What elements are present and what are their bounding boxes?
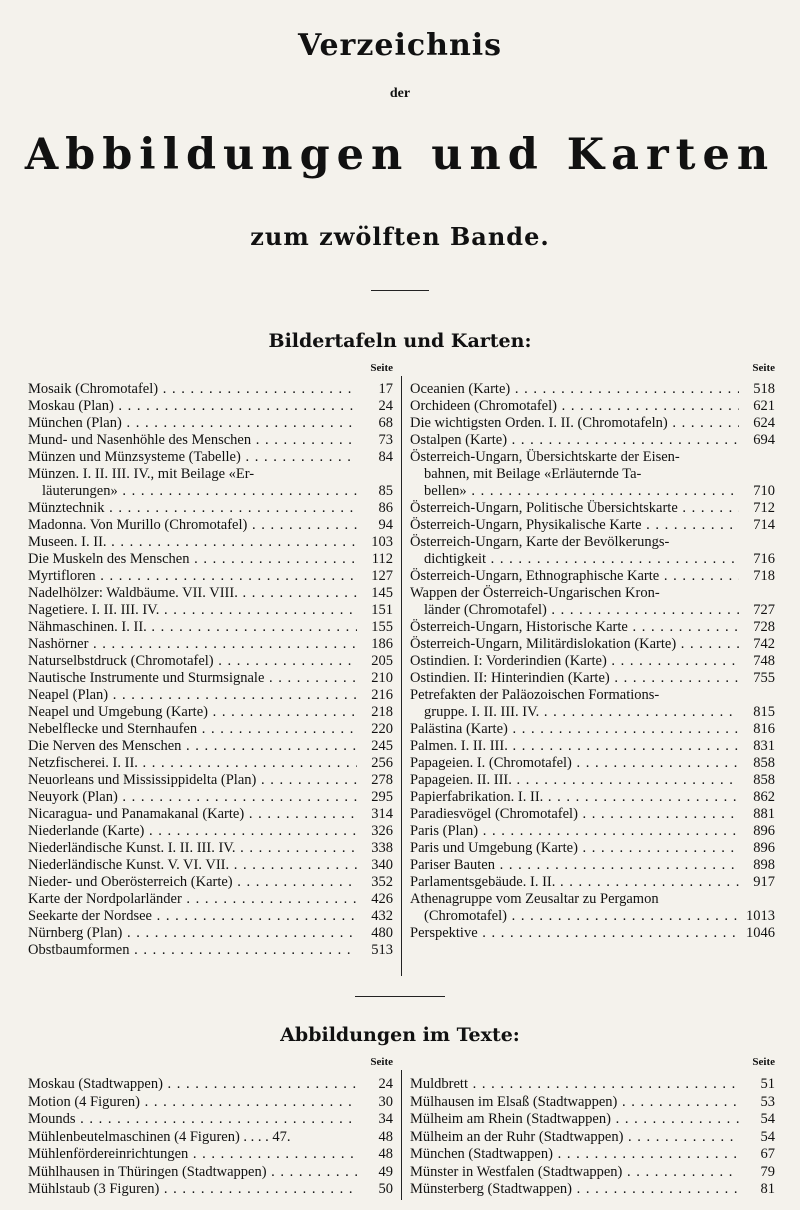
entry-page-number: 245 — [371, 738, 393, 754]
divider-rule-top — [371, 290, 429, 291]
index-entry — [28, 568, 393, 585]
entry-page-number: 17 — [378, 381, 393, 397]
entry-title: Nebelflecke und Sternhaufen . . . — [28, 721, 357, 738]
entry-title: Seekarte der Nordsee . . . — [28, 908, 357, 925]
index-entry — [28, 585, 393, 602]
index-entry — [410, 823, 775, 840]
entry-page-number: 694 — [753, 432, 775, 448]
index-entry — [410, 806, 775, 823]
entry-page-number: 218 — [371, 704, 393, 720]
entry-title: Münster in Westfalen (Stadtwappen) . . . — [410, 1164, 739, 1181]
index-entry — [28, 874, 393, 891]
index-entry — [28, 483, 393, 500]
index-entry — [28, 1129, 393, 1146]
entry-page-number: 67 — [760, 1146, 775, 1162]
index-entry — [28, 500, 393, 517]
entry-page-number: 426 — [371, 891, 393, 907]
index-entry — [410, 721, 775, 738]
entry-title: München (Stadtwappen) . . . — [410, 1146, 739, 1163]
index-entry — [28, 721, 393, 738]
index-entry — [410, 551, 775, 568]
entry-page-number: 480 — [371, 925, 393, 941]
entry-title: Mühlenbeutelmaschinen (4 Figuren) . . . . 47. — [28, 1128, 291, 1145]
entry-page-number: 50 — [378, 1181, 393, 1197]
entry-title: Mühlenfördereinrichtungen . . . — [28, 1146, 357, 1163]
entry-title: Petrefakten der Paläozoischen Formations- — [410, 687, 660, 703]
entry-title: Die Muskeln des Menschen . . . — [28, 551, 357, 568]
seite-label: Seite — [370, 1056, 393, 1068]
entry-page-number: 621 — [753, 398, 775, 414]
entry-title: Münsterberg (Stadtwappen) . . . — [410, 1181, 739, 1198]
entry-title: Münzen. I. II. III. IV., mit Beilage «Er- — [28, 466, 255, 482]
index-entry — [410, 432, 775, 449]
entry-title: Österreich-Ungarn, Historische Karte . . . — [410, 619, 739, 636]
index-entry — [28, 704, 393, 721]
entry-page-number: 205 — [371, 653, 393, 669]
entry-title: Athenagruppe vom Zeusaltar zu Pergamon — [410, 891, 659, 907]
index-entry — [410, 1164, 775, 1181]
section2-right-column — [410, 1054, 775, 1204]
index-entry — [28, 602, 393, 619]
index-entry — [28, 636, 393, 653]
entry-title: Ostindien. I: Vorderindien (Karte) . . . — [410, 653, 739, 670]
entry-title: Münztechnik . . . — [28, 500, 357, 517]
index-entry — [410, 687, 775, 704]
entry-page-number: 881 — [753, 806, 775, 822]
section-title-bildertafeln: Bildertafeln und Karten: — [268, 330, 532, 352]
section2-left-column — [28, 1054, 393, 1204]
entry-title: Palästina (Karte) . . . — [410, 721, 739, 738]
entry-page-number: 54 — [760, 1111, 775, 1127]
index-entry — [28, 517, 393, 534]
index-entry — [410, 755, 775, 772]
entry-page-number: 352 — [371, 874, 393, 890]
entry-page-number: 714 — [753, 517, 775, 533]
index-entry — [28, 908, 393, 925]
entry-page-number: 256 — [371, 755, 393, 771]
index-entry — [410, 449, 775, 466]
index-entry — [28, 738, 393, 755]
entry-title: Mülhausen im Elsaß (Stadtwappen) . . . — [410, 1094, 739, 1111]
index-entry — [410, 670, 775, 687]
index-entry — [28, 687, 393, 704]
entry-page-number: 624 — [753, 415, 775, 431]
index-entry — [410, 908, 775, 925]
index-entry — [28, 670, 393, 687]
page-title-main: Abbildungen und Karten — [24, 130, 776, 180]
entry-title: Papageien. II. III. . . . — [410, 772, 739, 789]
entry-title: Niederlande (Karte) . . . — [28, 823, 357, 840]
entry-page-number: 314 — [371, 806, 393, 822]
entry-title: Ostalpen (Karte) . . . — [410, 432, 739, 449]
entry-page-number: 30 — [378, 1093, 393, 1110]
entry-title: Neuyork (Plan) . . . — [28, 789, 357, 806]
entry-title: München (Plan) . . . — [28, 415, 357, 432]
entry-page-number: 858 — [753, 772, 775, 788]
entry-title: Muldbrett . . . — [410, 1076, 739, 1093]
entry-title: Nähmaschinen. I. II. . . . — [28, 619, 357, 636]
index-entry — [28, 466, 393, 483]
entry-title: Österreich-Ungarn, Physikalische Karte . . . — [410, 517, 739, 534]
entry-page-number: 79 — [760, 1163, 775, 1180]
entry-page-number: 831 — [753, 738, 775, 754]
entry-page-number: 34 — [378, 1111, 393, 1127]
entry-title: bahnen, mit Beilage «Erläuternde Ta- — [424, 466, 642, 482]
entry-title: bellen» . . . — [424, 483, 739, 500]
index-entry — [28, 398, 393, 415]
entry-page-number: 68 — [378, 415, 393, 431]
entry-page-number: 53 — [760, 1093, 775, 1110]
index-entry — [28, 857, 393, 874]
entry-title: Nagetiere. I. II. III. IV. . . . — [28, 602, 357, 619]
index-entry — [28, 1164, 393, 1181]
entry-page-number: 155 — [371, 619, 393, 635]
entry-page-number: 917 — [753, 874, 775, 890]
entry-title: Moskau (Plan) . . . — [28, 398, 357, 415]
entry-page-number: 518 — [753, 381, 775, 397]
index-entry — [410, 534, 775, 551]
index-entry — [410, 1146, 775, 1163]
entry-title: Mund- und Nasenhöhle des Menschen . . . — [28, 432, 357, 449]
entry-title: Nautische Instrumente und Sturmsignale . . . — [28, 670, 357, 687]
entry-title: Mülheim an der Ruhr (Stadtwappen) . . . — [410, 1129, 739, 1146]
index-entry — [410, 619, 775, 636]
index-entry — [410, 415, 775, 432]
entry-page-number: 295 — [371, 789, 393, 805]
entry-title: Madonna. Von Murillo (Chromotafel) . . . — [28, 517, 357, 534]
entry-page-number: 127 — [371, 568, 393, 584]
entry-title: Naturselbstdruck (Chromotafel) . . . — [28, 653, 357, 670]
entry-page-number: 326 — [371, 823, 393, 839]
entry-title: Papierfabrikation. I. II. . . . — [410, 789, 739, 806]
page-title-der: der — [389, 86, 411, 101]
entry-page-number: 54 — [760, 1128, 775, 1145]
entry-title: Die wichtigsten Orden. I. II. (Chromotafeln) . . . — [410, 415, 739, 432]
column-divider-section1 — [401, 376, 402, 976]
seite-label: Seite — [370, 362, 393, 374]
entry-title: Orchideen (Chromotafel) . . . — [410, 398, 739, 415]
entry-title: Pariser Bauten . . . — [410, 857, 739, 874]
entry-title: Österreich-Ungarn, Übersichtskarte der Eisen- — [410, 449, 680, 465]
entry-title: Palmen. I. II. III. . . . — [410, 738, 739, 755]
page-subtitle: zum zwölften Bande. — [250, 222, 550, 251]
entry-title: Österreich-Ungarn, Politische Übersichtskarte . . . — [410, 500, 739, 517]
entry-page-number: 432 — [371, 908, 393, 924]
index-entry — [28, 806, 393, 823]
entry-title: Paradiesvögel (Chromotafel) . . . — [410, 806, 739, 823]
index-entry — [410, 653, 775, 670]
entry-page-number: 742 — [753, 636, 775, 652]
index-entry — [410, 517, 775, 534]
entry-title: Mühlstaub (3 Figuren) . . . — [28, 1181, 357, 1198]
index-entry — [410, 891, 775, 908]
entry-title: Nicaragua- und Panamakanal (Karte) . . . — [28, 806, 357, 823]
index-entry — [410, 874, 775, 891]
entry-page-number: 112 — [371, 551, 393, 567]
column-divider-section2 — [401, 1070, 402, 1200]
index-entry — [410, 1129, 775, 1146]
index-entry — [410, 738, 775, 755]
entry-title: Perspektive . . . — [410, 925, 739, 942]
entry-title: länder (Chromotafel) . . . — [424, 602, 739, 619]
entry-page-number: 727 — [753, 602, 775, 618]
index-entry — [28, 789, 393, 806]
index-entry — [410, 500, 775, 517]
index-entry — [28, 1146, 393, 1163]
entry-page-number: 94 — [378, 517, 393, 533]
index-entry — [28, 925, 393, 942]
entry-page-number: 513 — [371, 942, 393, 958]
entry-title: Nashörner . . . — [28, 636, 357, 653]
entry-page-number: 84 — [378, 449, 393, 465]
entry-page-number: 51 — [760, 1076, 775, 1092]
entry-title: Myrtifloren . . . — [28, 568, 357, 585]
entry-title: Moskau (Stadtwappen) . . . — [28, 1076, 357, 1093]
entry-page-number: 748 — [753, 653, 775, 669]
index-entry — [410, 568, 775, 585]
entry-title: Parlamentsgebäude. I. II. . . . — [410, 874, 739, 891]
index-entry — [28, 755, 393, 772]
entry-title: Papageien. I. (Chromotafel) . . . — [410, 755, 739, 772]
entry-page-number: 898 — [753, 857, 775, 873]
entry-title: Niederländische Kunst. I. II. III. IV. . . . — [28, 840, 357, 857]
index-entry — [410, 1111, 775, 1128]
entry-page-number: 86 — [378, 500, 393, 516]
index-entry — [28, 653, 393, 670]
entry-page-number: 73 — [378, 432, 393, 448]
index-entry — [28, 619, 393, 636]
entry-page-number: 816 — [753, 721, 775, 737]
index-entry — [28, 1181, 393, 1198]
index-entry — [410, 466, 775, 483]
index-entry — [410, 483, 775, 500]
entry-page-number: 710 — [753, 483, 775, 499]
entry-page-number: 858 — [753, 755, 775, 771]
index-entry — [28, 551, 393, 568]
section1-left-column — [28, 360, 393, 980]
entry-title: dichtigkeit . . . — [424, 551, 739, 568]
entry-title: Nürnberg (Plan) . . . — [28, 925, 357, 942]
entry-page-number: 145 — [371, 585, 393, 601]
entry-page-number: 210 — [371, 670, 393, 686]
index-entry — [410, 704, 775, 721]
index-entry — [28, 534, 393, 551]
index-entry — [28, 891, 393, 908]
entry-page-number: 220 — [371, 721, 393, 737]
index-entry — [410, 585, 775, 602]
entry-title: gruppe. I. II. III. IV. . . . — [424, 704, 739, 721]
entry-page-number: 186 — [371, 636, 393, 652]
entry-title: Obstbaumformen . . . — [28, 942, 357, 959]
entry-page-number: 712 — [753, 500, 775, 516]
entry-title: Nieder- und Oberösterreich (Karte) . . . — [28, 874, 357, 891]
entry-title: Oceanien (Karte) . . . — [410, 381, 739, 398]
index-entry — [410, 636, 775, 653]
entry-title: Neapel und Umgebung (Karte) . . . — [28, 704, 357, 721]
index-entry — [28, 432, 393, 449]
entry-page-number: 755 — [753, 670, 775, 686]
entry-page-number: 896 — [753, 840, 775, 856]
entry-title: Mühlhausen in Thüringen (Stadtwappen) . . . — [28, 1164, 357, 1181]
entry-page-number: 896 — [753, 823, 775, 839]
entry-title: Mosaik (Chromotafel) . . . — [28, 381, 357, 398]
entry-page-number: 151 — [371, 602, 393, 618]
section-title-abbildungen: Abbildungen im Texte: — [280, 1024, 520, 1046]
index-entry — [410, 1094, 775, 1111]
entry-page-number: 49 — [378, 1163, 393, 1180]
entry-title: Museen. I. II. . . . — [28, 534, 357, 551]
entry-page-number: 340 — [371, 857, 393, 873]
entry-title: Wappen der Österreich-Ungarischen Kron- — [410, 585, 660, 601]
entry-page-number: 718 — [753, 568, 775, 584]
entry-title: Die Nerven des Menschen . . . — [28, 738, 357, 755]
entry-title: Österreich-Ungarn, Militärdislokation (Karte) . . . — [410, 636, 739, 653]
seite-label: Seite — [752, 1056, 775, 1068]
index-entry — [28, 772, 393, 789]
entry-page-number: 278 — [371, 772, 393, 788]
index-entry — [28, 840, 393, 857]
index-entry — [28, 1094, 393, 1111]
index-entry — [410, 398, 775, 415]
entry-title: Österreich-Ungarn, Karte der Bevölkerungs- — [410, 534, 670, 550]
entry-title: Ostindien. II: Hinterindien (Karte) . . . — [410, 670, 739, 687]
entry-title: Nadelhölzer: Waldbäume. VII. VIII. . . . — [28, 585, 357, 602]
index-entry — [28, 1076, 393, 1093]
index-entry — [28, 381, 393, 398]
index-entry — [410, 789, 775, 806]
index-entry — [410, 840, 775, 857]
entry-page-number: 85 — [378, 483, 393, 499]
entry-title: Österreich-Ungarn, Ethnographische Karte . . . — [410, 568, 739, 585]
entry-title: Mounds . . . — [28, 1111, 357, 1128]
divider-rule-middle — [355, 996, 445, 997]
entry-page-number: 103 — [371, 534, 393, 550]
entry-title: Mülheim am Rhein (Stadtwappen) . . . — [410, 1111, 739, 1128]
index-entry — [28, 942, 393, 959]
index-entry — [410, 772, 775, 789]
entry-page-number: 48 — [378, 1128, 393, 1145]
entry-title: Neapel (Plan) . . . — [28, 687, 357, 704]
index-entry — [410, 1076, 775, 1093]
entry-page-number: 1013 — [746, 908, 775, 924]
index-entry — [410, 381, 775, 398]
entry-page-number: 1046 — [746, 925, 775, 941]
entry-page-number: 24 — [378, 398, 393, 414]
index-entry — [28, 449, 393, 466]
index-entry — [410, 602, 775, 619]
index-entry — [410, 925, 775, 942]
index-entry — [28, 1111, 393, 1128]
section1-right-column — [410, 360, 775, 980]
entry-title: läuterungen» . . . — [42, 483, 357, 500]
entry-page-number: 338 — [371, 840, 393, 856]
index-entry — [410, 1181, 775, 1198]
entry-page-number: 815 — [753, 704, 775, 720]
entry-page-number: 728 — [753, 619, 775, 635]
entry-title: Karte der Nordpolarländer . . . — [28, 891, 357, 908]
entry-page-number: 862 — [753, 789, 775, 805]
entry-title: Paris und Umgebung (Karte) . . . — [410, 840, 739, 857]
entry-page-number: 48 — [378, 1146, 393, 1162]
entry-title: Niederländische Kunst. V. VI. VII. . . . — [28, 857, 357, 874]
seite-label: Seite — [752, 362, 775, 374]
entry-page-number: 716 — [753, 551, 775, 567]
entry-title: Netzfischerei. I. II. . . . — [28, 755, 357, 772]
index-entry — [410, 857, 775, 874]
entry-title: Motion (4 Figuren) . . . — [28, 1094, 357, 1111]
index-entry — [28, 823, 393, 840]
entry-page-number: 81 — [760, 1181, 775, 1197]
entry-page-number: 24 — [378, 1076, 393, 1092]
index-entry — [28, 415, 393, 432]
entry-title: Neuorleans und Mississippidelta (Plan) . . . — [28, 772, 357, 789]
entry-title: Paris (Plan) . . . — [410, 823, 739, 840]
entry-page-number: 216 — [371, 687, 393, 703]
entry-title: Münzen und Münzsysteme (Tabelle) . . . — [28, 449, 357, 466]
page-title-verzeichnis: Verzeichnis — [297, 28, 503, 63]
entry-title: (Chromotafel) . . . — [424, 908, 739, 925]
